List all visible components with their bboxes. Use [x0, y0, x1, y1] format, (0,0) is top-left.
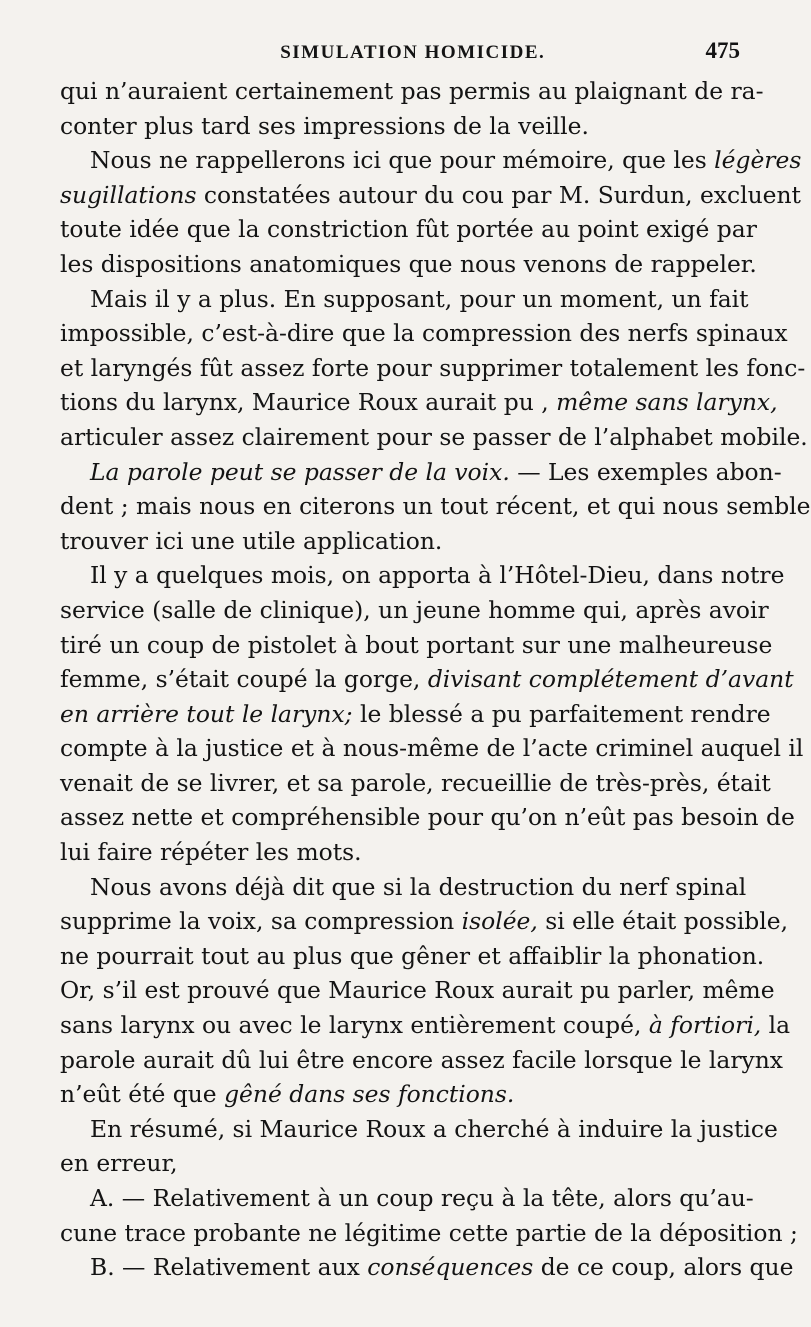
text-segment: la	[761, 1011, 791, 1040]
text-segment: venait de se livrer, et sa parole, recueillie de très-près, était	[60, 768, 771, 797]
text-segment: En résumé, si Maurice Roux a cherché à induire la justice	[90, 1114, 778, 1143]
text-segment: articuler assez clairement pour se passer de l’alphabet mobile.	[60, 422, 808, 451]
text-line	[60, 662, 794, 697]
text-line	[60, 628, 773, 663]
running-head-title: SIMULATION HOMICIDE.	[280, 42, 546, 63]
text-line	[60, 109, 742, 144]
text-line	[60, 558, 785, 593]
text-line	[60, 351, 806, 386]
text-line	[60, 593, 769, 628]
text-line	[60, 1146, 742, 1181]
text-segment: B. — Relativement aux	[90, 1253, 368, 1282]
text-segment: toute idée que la constriction fût portée au point exigé par	[60, 215, 757, 244]
italic-text: conséquences	[367, 1253, 534, 1282]
text-segment: impossible, c’est-à-dire que la compression des nerfs spinaux	[60, 319, 788, 348]
italic-text: même sans larynx,	[556, 388, 778, 417]
text-segment: A. — Relativement à un coup reçu à la tête, alors qu’au-	[90, 1184, 754, 1212]
text-segment: Il y a quelques mois, on apporta à l’Hôtel-Dieu, dans notre	[90, 561, 785, 590]
italic-text: gêné dans ses fonctions.	[224, 1080, 515, 1109]
text-line	[60, 524, 742, 559]
text-segment: n’eût été que	[60, 1080, 225, 1109]
text-line	[60, 1077, 742, 1112]
text-segment: supprime la voix, sa compression	[60, 907, 462, 936]
text-line	[60, 178, 801, 213]
italic-text: légères	[714, 146, 802, 175]
text-line	[60, 870, 747, 905]
text-line	[60, 904, 789, 939]
text-line	[60, 1008, 791, 1043]
italic-text: isolée,	[461, 907, 538, 936]
text-line	[60, 316, 788, 351]
text-segment: ne pourrait tout au plus que gêner et affaiblir la phonation.	[60, 941, 765, 970]
text-line	[60, 1181, 754, 1216]
text-line	[60, 385, 778, 420]
text-segment: dent ; mais nous en citerons un tout récent, et qui nous semble	[60, 492, 811, 521]
text-line	[60, 143, 802, 178]
text-segment: et laryngés fût assez forte pour supprimer totalement les fonc-	[60, 353, 806, 382]
text-line	[60, 282, 749, 317]
text-segment: qui n’auraient certainement pas permis au plaignant de ra-	[60, 77, 764, 105]
text-segment: assez nette et compréhensible pour qu’on n’eût pas besoin de	[60, 803, 795, 832]
text-line	[60, 800, 795, 835]
page-number: 475	[705, 38, 740, 63]
text-segment: si elle était possible,	[537, 907, 789, 936]
text-line	[60, 455, 782, 490]
text-segment: tions du larynx, Maurice Roux aurait pu ,	[60, 388, 557, 417]
text-segment: Nous avons déjà dit que si la destruction du nerf spinal	[90, 872, 747, 901]
text-segment: de ce coup, alors que	[533, 1253, 794, 1282]
italic-text: à fortiori,	[648, 1011, 762, 1040]
text-line	[60, 1112, 778, 1147]
text-segment: service (salle de clinique), un jeune homme qui, après avoir	[60, 595, 769, 624]
text-segment: les dispositions anatomiques que nous venons de rappeler.	[60, 249, 757, 278]
text-segment: constatées autour du cou par M. Surdun, excluent	[196, 180, 801, 209]
text-segment: parole aurait dû lui être encore assez facile lorsque le larynx	[60, 1045, 783, 1074]
text-line	[60, 212, 757, 247]
text-line	[60, 1043, 783, 1078]
text-segment: compte à la justice et à nous-même de l’acte criminel auquel il	[60, 734, 804, 763]
text-segment: cune trace probante ne légitime cette partie de la déposition ;	[60, 1218, 798, 1247]
running-head	[60, 38, 740, 64]
italic-text: en arrière tout le larynx;	[60, 699, 353, 728]
text-line	[60, 420, 808, 455]
text-segment: Or, s’il est prouvé que Maurice Roux aurait pu parler, même	[60, 976, 775, 1005]
text-line	[60, 766, 771, 801]
text-line	[60, 247, 757, 282]
text-line	[60, 697, 771, 732]
text-line	[60, 74, 764, 109]
text-line	[60, 973, 775, 1008]
text-segment: Mais il y a plus. En supposant, pour un moment, un fait	[90, 284, 749, 313]
text-line	[60, 731, 804, 766]
text-segment: lui faire répéter les mots.	[60, 838, 362, 867]
text-segment: — Les exemples abon-	[509, 457, 782, 486]
italic-text: divisant complétement d’avant	[427, 665, 794, 694]
text-line	[60, 939, 765, 974]
italic-text: sugillations	[60, 180, 197, 209]
text-line	[60, 489, 811, 524]
text-line	[60, 1216, 798, 1251]
text-segment: trouver ici une utile application.	[60, 526, 443, 555]
text-segment: sans larynx ou avec le larynx entièrement coupé,	[60, 1011, 649, 1040]
text-segment: en erreur,	[60, 1149, 178, 1178]
text-line	[60, 1250, 794, 1285]
text-segment: le blessé a pu parfaitement rendre	[352, 699, 771, 728]
text-segment: conter plus tard ses impressions de la veille.	[60, 111, 589, 140]
text-segment: tiré un coup de pistolet à bout portant sur une malheureuse	[60, 630, 773, 659]
body-text	[60, 74, 811, 1285]
text-segment: Nous ne rappellerons ici que pour mémoire, que les	[90, 146, 715, 175]
italic-text: La parole peut se passer de la voix.	[90, 457, 510, 486]
text-line	[60, 835, 742, 870]
text-segment: femme, s’était coupé la gorge,	[60, 665, 428, 694]
